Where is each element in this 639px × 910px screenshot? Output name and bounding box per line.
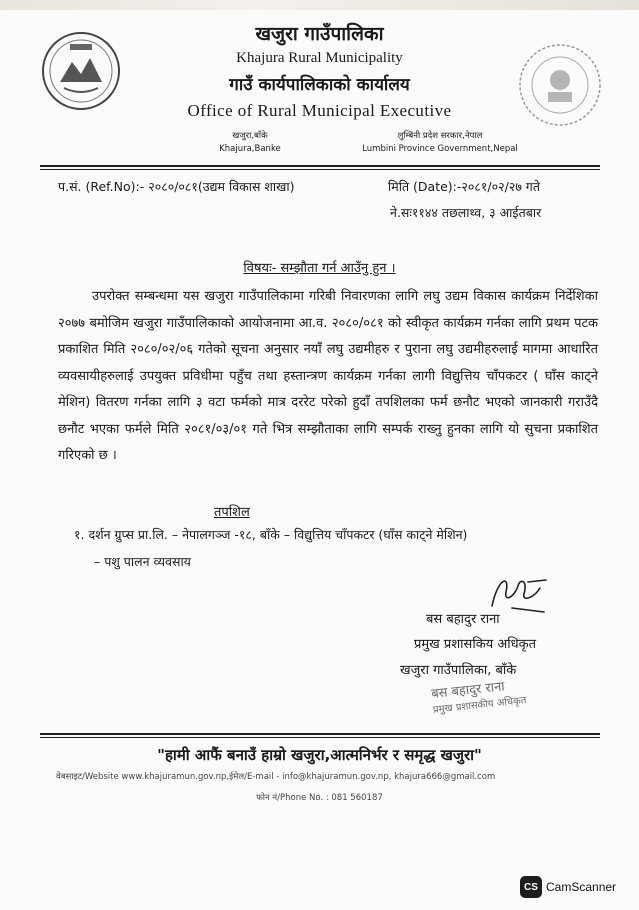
header-divider-thin bbox=[40, 169, 600, 170]
name-stamp bbox=[431, 677, 528, 719]
footer-phone: फोन नं/Phone No. : 081 560187 bbox=[256, 793, 383, 803]
subject-line bbox=[0, 258, 639, 276]
letter-date: मिति (Date):-२०८१/०२/२७ गते bbox=[388, 179, 540, 194]
scan-top-edge bbox=[0, 0, 639, 10]
footer-divider bbox=[40, 733, 600, 735]
municipality-name-english: Khajura Rural Municipality bbox=[236, 50, 403, 66]
address-left bbox=[200, 130, 300, 156]
address-right-english: Lumbini Province Government,Nepal bbox=[362, 144, 518, 154]
address-left-english: Khajura,Banke bbox=[219, 144, 281, 154]
nepal-sambat-date: ने.सः११४४ तछलाथ्व, ३ आईतबार bbox=[390, 205, 542, 220]
footer-divider-thin bbox=[40, 737, 600, 738]
signatory-name: बस बहादुर राना bbox=[426, 612, 500, 627]
reference-number: प.सं. (Ref.No):- २०८०/०८१(उद्यम विकास शाखा) bbox=[58, 179, 295, 194]
tapsil-item-1-continued: – पशु पालन व्यवसाय bbox=[94, 554, 191, 569]
body-paragraph: उपरोक्त सम्बन्धमा यस खजुरा गाउँपालिकामा गरिबी निवारणका लागि लघु उद्यम विकास कार्यक्रम निर्देशिका २०७७ बमोजिम खजुरा गाउँपालिकाको आयोजनामा आ.व. २०८०/०८१ को स्वीकृत कार्यक्रम गर्नका लागि प्रथम पटक प्रकाशित मिति २०८०/०२/०६ गतेको सूचना अनुसार नयाँ लघु उद्यमीहरु र पुराना लघु उद्यमीहरुलाई मागमा आधारित व्यवसायीहरुलाई उपयुक्त प्रविधीमा पहुँच तथा हस्तान्त्रण कार्यक्रम गर्नका लागी विद्युत्तिय चाँपकटर ( घाँस काट्ने मेशिन) वितरण गर्नका लागि ३ वटा फर्मको मात्र दररेट परेको हुदाँ तपशिलका फर्म छनौट भएको जानकारी गराउँदै छनौट भएका फर्मले मिति २०८१/०३/०१ गते भित्र सम्झौताका लागि सम्पर्क राख्नु हुनका लागि यो सुचना प्रकाशित गरिएको छ । bbox=[58, 289, 598, 463]
tapsil-heading: तपशिल bbox=[214, 505, 250, 520]
camscanner-label: CamScanner bbox=[546, 880, 617, 894]
header-divider bbox=[40, 165, 600, 167]
camscanner-watermark bbox=[520, 876, 616, 898]
signatory-role: प्रमुख प्रशासकिय अधिकृत bbox=[414, 637, 537, 652]
footer-contact: वेबसाइट/Website www.khajuramun.gov.np,ईमेल/E-mail - info@khajuramun.gov.np, khajura666@gmail.com bbox=[56, 772, 496, 782]
camscanner-logo-icon: CS bbox=[520, 876, 542, 898]
office-name-nepali: गाउँ कार्यपालिकाको कार्यालय bbox=[229, 75, 410, 95]
footer-slogan: "हामी आफैं बनाउँ हाम्रो खजुरा,आत्मनिर्भर र समृद्ध खजुरा" bbox=[157, 746, 482, 764]
stamp-name: बस बहादुर राना bbox=[430, 679, 506, 702]
office-name-english: Office of Rural Municipal Executive bbox=[187, 101, 452, 120]
signatory-office: खजुरा गाउँपालिका, बाँके bbox=[400, 663, 517, 678]
stamp-role: प्रमुख प्रशासकीय अधिकृत bbox=[432, 695, 527, 716]
tapsil-item-1: १. दर्शन ग्रुप्स प्रा.लि. – नेपालगञ्ज -१८, बाँके – विद्युत्तिय चाँपकटर (घाँस काट्ने मेशिन) bbox=[74, 527, 468, 542]
address-right-nepali: लुम्बिनी प्रदेश सरकार,नेपाल bbox=[397, 131, 483, 141]
subject-text: विषयः- सम्झौता गर्न आउँनु हुन । bbox=[243, 261, 396, 276]
municipality-name-nepali: खजुरा गाउँपालिका bbox=[255, 23, 384, 45]
address-left-nepali: खजुरा,बाँके bbox=[232, 131, 268, 141]
address-right bbox=[360, 130, 520, 156]
